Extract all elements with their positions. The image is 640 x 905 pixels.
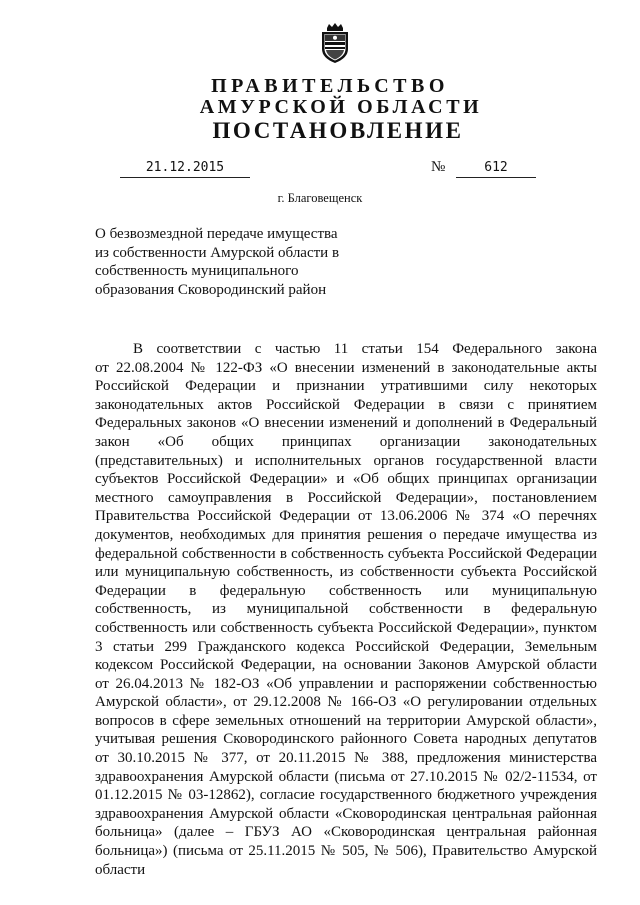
body-line: больница» (далее – ГБУЗ АО «Сковородинская центральная районная — [95, 824, 597, 841]
body-line: законодательных актов Российской Федерации в связи с принятием — [95, 396, 597, 413]
number-sign: № — [431, 159, 446, 175]
body-line: местного самоуправления в Российской Федерации», постановлением — [95, 489, 597, 506]
body-line: Федерации в федеральную собственность или муниципальную — [95, 582, 597, 599]
body-line: области — [95, 861, 146, 878]
coat-of-arms-icon — [318, 22, 352, 64]
body-line: документов, необходимых для принятия решения о передаче имущества из — [95, 526, 597, 543]
subject-line: собственность муниципального — [95, 263, 299, 280]
body-line: (представительных) и исполнительных органов государственной власти — [95, 452, 597, 469]
document-subject — [95, 225, 395, 299]
body-line: 3 статьи 299 Гражданского кодекса Российской Федерации, Земельным — [95, 638, 597, 655]
government-title: ПРАВИТЕЛЬСТВО — [211, 75, 449, 97]
region-title: АМУРСКОЙ ОБЛАСТИ — [199, 96, 483, 118]
subject-line: образования Сковородинский район — [95, 281, 327, 298]
body-line: Амурской области», от 29.12.2008 № 166-ОЗ «О регулировании отдельных — [95, 694, 597, 711]
subject-line: О безвозмездной передаче имущества — [95, 226, 338, 242]
body-line: от 22.08.2004 № 122-ФЗ «О внесении изменений в законодательные акты — [95, 359, 597, 376]
body-line: 01.12.2015 № 03-12862), согласие государственного бюджетного учреждения — [95, 787, 597, 804]
body-line: или муниципальную собственность, из собственности субъекта Российской — [95, 564, 597, 581]
subject-line: из собственности Амурской области в — [95, 244, 340, 261]
body-line: закон «Об общих принципах организации законодательных — [95, 433, 597, 450]
body-line: учитывая решения Сковородинского районного Совета народных депутатов — [95, 731, 597, 748]
document-number: 612 — [456, 160, 536, 178]
body-line: больница») (письма от 25.11.2015 № 505, № 506), Правительство Амурской — [95, 843, 597, 860]
document-type: ПОСТАНОВЛЕНИЕ — [212, 118, 464, 143]
body-line: Российской Федерации и признании утратившими силу некоторых — [95, 378, 597, 395]
body-line: Правительства Российской Федерации от 13.06.2006 № 374 «О перечнях — [95, 508, 597, 525]
body-line: федеральной собственности в собственность субъекта Российской Федерации — [95, 545, 597, 562]
body-line: от 26.04.2013 № 182-ОЗ «Об управлении и распоряжении собственностью — [95, 675, 597, 692]
body-line: субъектов Российской Федерации» и «Об общих принципах организации — [95, 471, 597, 488]
body-line: от 30.10.2015 № 377, от 20.11.2015 № 388, предложения министерства — [95, 750, 597, 767]
document-date: 21.12.2015 — [120, 160, 250, 178]
body-line: вопросов в сфере земельных отношений на территории Амурской области», — [95, 712, 597, 729]
body-line: Федеральных законов «О внесении изменений и дополнений в Федеральный — [95, 415, 597, 432]
body-line: кодексом Российской Федерации, на основании Законов Амурской области — [95, 657, 597, 674]
city-name: г. Благовещенск — [277, 191, 363, 205]
body-line: здравоохранения Амурской области (письма от 27.10.2015 № 02/2-11534, от — [95, 768, 597, 785]
body-line: собственность или собственность субъекта Российской Федерации», пунктом — [95, 619, 597, 636]
body-line: здравоохранения Амурской области «Сковородинская центральная районная — [95, 805, 597, 822]
document-body — [95, 340, 597, 879]
body-line: собственность, из муниципальной собственности в федеральную — [95, 601, 597, 618]
body-line: В соответствии с частью 11 статьи 154 Федерального закона — [133, 341, 597, 357]
